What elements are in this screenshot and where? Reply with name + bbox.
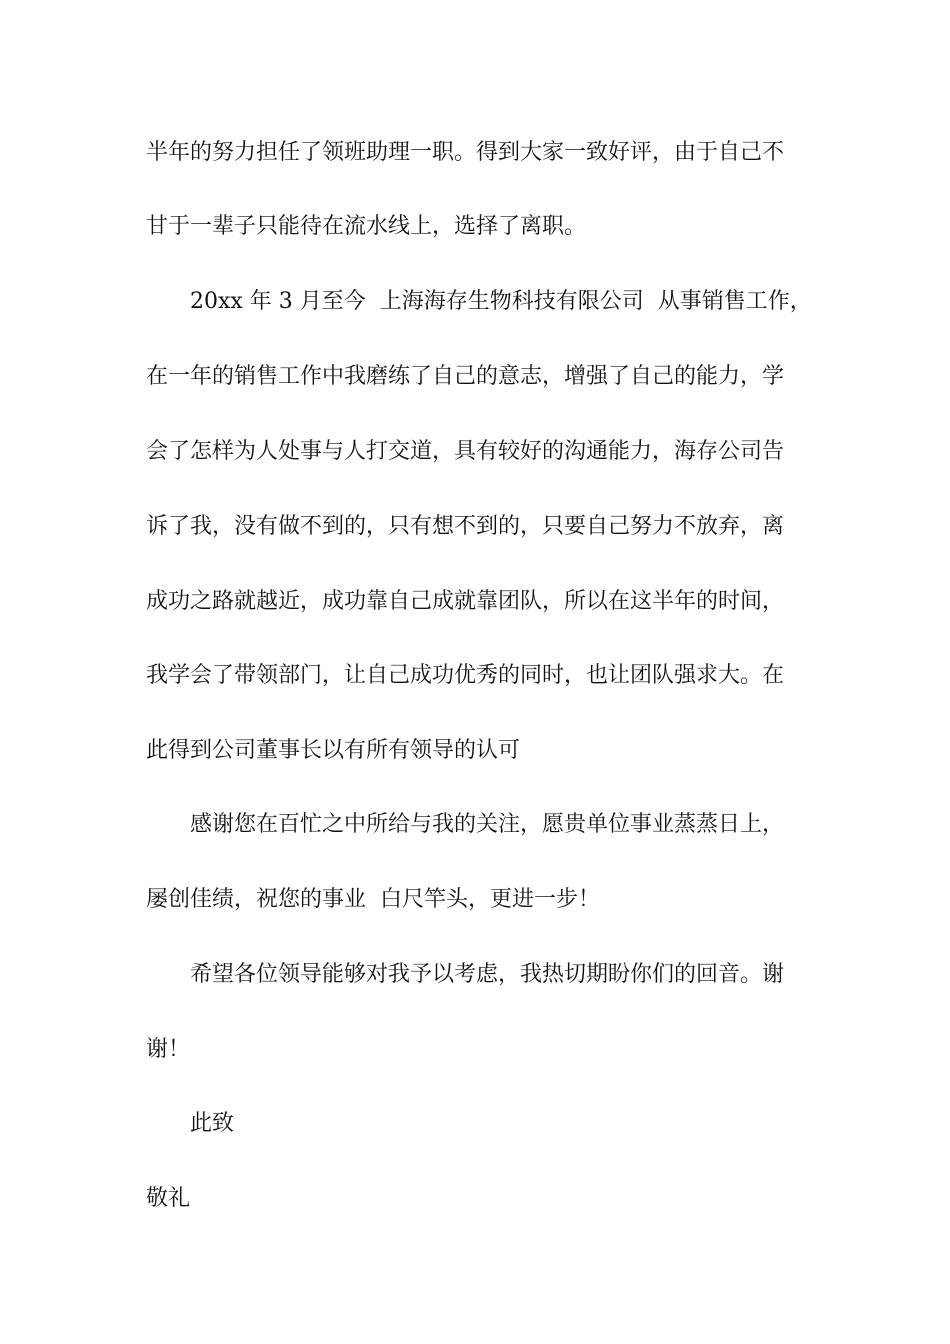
paragraph-first-line: 希望各位领导能够对我予以考虑，我热切期盼你们的回音。谢 bbox=[190, 962, 785, 987]
paragraph-line: 会了怎样为人处事与人打交道，具有较好的沟通能力，海存公司告 bbox=[146, 439, 785, 464]
paragraph-line: 甘于一辈子只能待在流水线上，选择了离职。 bbox=[146, 214, 587, 239]
paragraph-line: 我学会了带领部门，让自己成功优秀的同时，也让团队强求大。在 bbox=[146, 663, 785, 688]
paragraph-line: 在一年的销售工作中我磨练了自己的意志，增强了自己的能力，学 bbox=[146, 364, 785, 389]
paragraph-line: 谢！ bbox=[146, 1037, 191, 1062]
paragraph-line: 屡创佳绩，祝您的事业 白尺竿头，更进一步！ bbox=[146, 887, 600, 912]
closing-salutation: 此致 bbox=[190, 1111, 235, 1136]
paragraph-line: 成功之路就越近，成功靠自己成就靠团队，所以在这半年的时间， bbox=[146, 589, 785, 614]
paragraph-line: 诉了我，没有做不到的，只有想不到的，只要自己努力不放弃，离 bbox=[146, 514, 785, 539]
paragraph-first-line: 感谢您在百忙之中所给与我的关注，愿贵单位事业蒸蒸日上， bbox=[190, 812, 785, 837]
paragraph-line: 此得到公司董事长以有所有领导的认可 bbox=[146, 738, 521, 763]
closing-regards: 敬礼 bbox=[146, 1186, 191, 1211]
paragraph-line: 半年的努力担任了领班助理一职。得到大家一致好评，由于自己不 bbox=[146, 140, 785, 165]
paragraph-first-line: 20xx 年 3 月至今 上海海存生物科技有限公司 从事销售工作， bbox=[190, 289, 812, 314]
